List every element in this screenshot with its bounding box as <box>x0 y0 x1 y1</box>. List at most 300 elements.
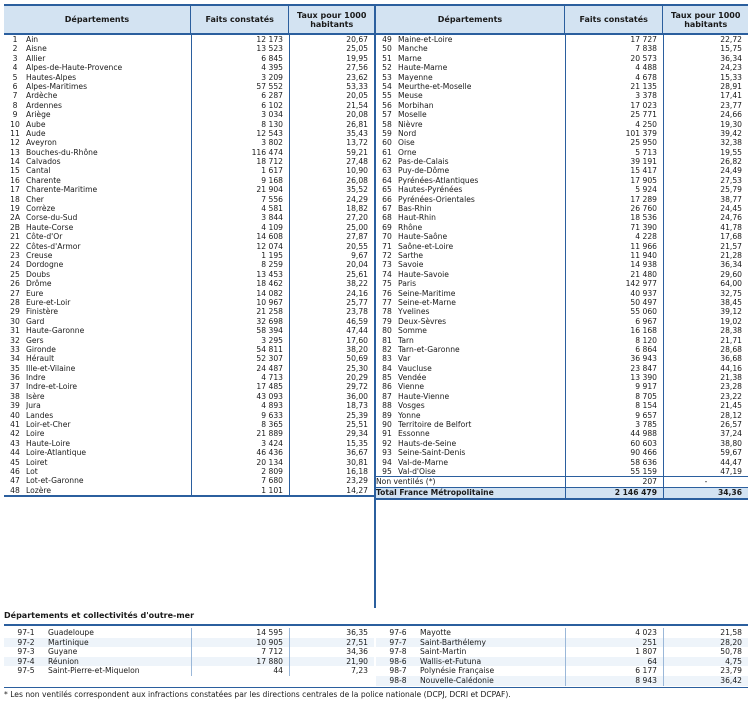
faits-value: 12 074 <box>191 242 289 251</box>
dept-name: Indre <box>26 373 46 383</box>
dept-code: 44 <box>10 448 20 458</box>
taux-value: 15,33 <box>663 73 748 82</box>
faits-value: 3 378 <box>565 91 663 100</box>
table-row <box>4 110 374 119</box>
dept-name: Meuse <box>398 91 423 101</box>
table-row <box>376 232 748 241</box>
faits-value: 55 159 <box>565 467 663 476</box>
table-row <box>4 54 374 63</box>
taux-value: 20,08 <box>289 110 374 119</box>
dept-code: 60 <box>382 138 392 148</box>
dept-code: 55 <box>382 91 392 101</box>
dept-name: Var <box>398 354 411 364</box>
table-row <box>4 317 374 326</box>
outre-mer-rule <box>4 624 748 626</box>
dept-name: Yvelines <box>398 307 430 317</box>
taux-value: 39,42 <box>663 129 748 138</box>
dept-code: 97-5 <box>17 666 35 676</box>
table-row <box>376 676 748 686</box>
faits-value: 15 417 <box>565 166 663 175</box>
faits-value: 4 678 <box>565 73 663 82</box>
table-row <box>376 429 748 438</box>
table-row <box>376 647 748 657</box>
dept-name: Vaucluse <box>398 363 432 373</box>
table-row <box>376 176 748 185</box>
dept-name: Essonne <box>398 429 430 439</box>
dept-code: 90 <box>382 420 392 430</box>
faits-value: 52 307 <box>191 354 289 363</box>
taux-value: 15,75 <box>663 44 748 53</box>
faits-value: 23 847 <box>565 364 663 373</box>
table-row <box>376 166 748 175</box>
dept-code: 51 <box>382 53 392 63</box>
faits-value: 8 259 <box>191 260 289 269</box>
taux-value: 21,58 <box>663 628 748 638</box>
faits-value: 4 713 <box>191 373 289 382</box>
taux-value: 24,23 <box>663 63 748 72</box>
taux-value: 35,52 <box>289 185 374 194</box>
dept-name: Vosges <box>398 401 425 411</box>
table-row <box>376 223 748 232</box>
dept-name: Haute-Corse <box>26 222 74 232</box>
header-departements: Départements <box>64 15 130 24</box>
table-row <box>376 354 748 363</box>
table-row <box>376 54 748 63</box>
faits-value: 11 966 <box>565 242 663 251</box>
table-row <box>4 458 374 467</box>
faits-value: 58 636 <box>565 458 663 467</box>
taux-value: 50,78 <box>663 647 748 657</box>
outre-mer-bottom-rule <box>4 687 748 688</box>
taux-value: 27,56 <box>289 63 374 72</box>
faits-value: 14 595 <box>191 628 289 638</box>
dept-code: 29 <box>10 307 20 317</box>
table-row <box>4 373 374 382</box>
dept-name: Seine-Maritime <box>398 288 456 298</box>
faits-value: 7 838 <box>565 44 663 53</box>
faits-value: 4 893 <box>191 401 289 410</box>
table-row <box>376 279 748 288</box>
dept-code: 68 <box>382 213 392 223</box>
taux-value: 25,61 <box>289 270 374 279</box>
taux-value: 19,55 <box>663 148 748 157</box>
taux-value: 39,12 <box>663 307 748 316</box>
faits-value: 14 608 <box>191 232 289 241</box>
faits-value: 18 462 <box>191 279 289 288</box>
dept-name: Puy-de-Dôme <box>398 166 450 176</box>
taux-value: 29,72 <box>289 382 374 391</box>
faits-value: 25 950 <box>565 138 663 147</box>
table-row <box>376 401 748 410</box>
dept-name: Lot <box>26 466 38 476</box>
faits-value: 8 130 <box>191 120 289 129</box>
taux-value: 21,54 <box>289 101 374 110</box>
faits-value: 20 134 <box>191 458 289 467</box>
dept-code: 97-3 <box>17 647 35 657</box>
faits-value: 57 552 <box>191 82 289 91</box>
dept-name: Indre-et-Loire <box>26 382 78 392</box>
table-row <box>376 298 748 307</box>
dept-name: Corse-du-Sud <box>26 213 78 223</box>
taux-value: 38,20 <box>289 345 374 354</box>
dept-name: Côtes-d'Armor <box>26 241 81 251</box>
dept-code: 82 <box>382 344 392 354</box>
dept-code: 74 <box>382 269 392 279</box>
dept-code: 34 <box>10 354 20 364</box>
dept-name: Haut-Rhin <box>398 213 436 223</box>
taux-value: 15,35 <box>289 439 374 448</box>
dept-code: 10 <box>10 119 20 129</box>
faits-value: 9 633 <box>191 411 289 420</box>
table-row <box>376 628 748 638</box>
faits-value: 44 <box>191 666 289 676</box>
dept-name: Charente <box>26 175 61 185</box>
dept-name: Dordogne <box>26 260 64 270</box>
table-row <box>4 439 374 448</box>
faits-value: 8 365 <box>191 420 289 429</box>
table-row <box>376 289 748 298</box>
dept-code: 26 <box>10 279 20 289</box>
dept-name: Tarn-et-Garonne <box>398 344 460 354</box>
faits-value: 9 917 <box>565 382 663 391</box>
dept-code: 49 <box>382 35 392 44</box>
faits-value: 2 809 <box>191 467 289 476</box>
dept-name: Haute-Vienne <box>398 391 450 401</box>
taux-value: 23,62 <box>289 73 374 82</box>
table-row <box>376 345 748 354</box>
taux-value: 25,30 <box>289 364 374 373</box>
dept-code: 35 <box>10 363 20 373</box>
dept-name: Haute-Garonne <box>26 326 85 336</box>
dept-code: 17 <box>10 185 20 195</box>
dept-name: Saint-Pierre-et-Miquelon <box>48 666 140 676</box>
taux-value: 24,29 <box>289 195 374 204</box>
outre-mer-table-right <box>376 628 748 686</box>
dept-code: 37 <box>10 382 20 392</box>
taux-value: 28,20 <box>663 638 748 648</box>
dept-name: Ille-et-Vilaine <box>26 363 76 373</box>
taux-value: 28,91 <box>663 82 748 91</box>
dept-name: Guyane <box>48 647 78 657</box>
table-row <box>376 666 748 676</box>
table-row <box>376 251 748 260</box>
taux-value: 14,27 <box>289 486 374 495</box>
dept-code: 83 <box>382 354 392 364</box>
table-row <box>4 392 374 401</box>
taux-value: 9,67 <box>289 251 374 260</box>
table-row <box>4 628 374 638</box>
dept-name: Hérault <box>26 354 55 364</box>
faits-value: 1 101 <box>191 486 289 495</box>
taux-value: 19,95 <box>289 54 374 63</box>
dept-name: Hautes-Alpes <box>26 72 77 82</box>
dept-name: Côte-d'Or <box>26 232 63 242</box>
table-row <box>376 382 748 391</box>
dept-code: 36 <box>10 373 20 383</box>
dept-name: Gers <box>26 335 44 345</box>
dept-name: Ain <box>26 35 39 44</box>
table-row <box>4 91 374 100</box>
faits-value: 251 <box>565 638 663 648</box>
dept-name: Seine-et-Marne <box>398 297 456 307</box>
taux-value: 35,43 <box>289 129 374 138</box>
dept-name: Oise <box>398 138 415 148</box>
dept-code: 80 <box>382 326 392 336</box>
table-row <box>4 467 374 476</box>
dept-code: 28 <box>10 297 20 307</box>
taux-value: 20,04 <box>289 260 374 269</box>
faits-value: 24 487 <box>191 364 289 373</box>
table-row <box>4 213 374 222</box>
taux-value: 22,72 <box>663 35 748 44</box>
table-row <box>4 336 374 345</box>
dept-name: Vienne <box>398 382 425 392</box>
taux-value: 24,49 <box>663 166 748 175</box>
taux-value: 21,38 <box>663 373 748 382</box>
table-row <box>376 44 748 53</box>
faits-value: 17 727 <box>565 35 663 44</box>
faits-value: 21 135 <box>565 82 663 91</box>
dept-code: 84 <box>382 363 392 373</box>
dept-name: Meurthe-et-Moselle <box>398 81 472 91</box>
taux-value: 26,57 <box>663 420 748 429</box>
dept-name: Loire <box>26 429 45 439</box>
faits-value: 1 195 <box>191 251 289 260</box>
dept-name: Doubs <box>26 269 51 279</box>
table-row <box>4 657 374 667</box>
faits-value: 101 379 <box>565 129 663 138</box>
table-row <box>4 270 374 279</box>
dept-name: Val-d'Oise <box>398 466 436 476</box>
dept-code: 11 <box>10 128 20 138</box>
faits-value: 14 082 <box>191 289 289 298</box>
dept-name: Drôme <box>26 279 52 289</box>
dept-code: 70 <box>382 232 392 242</box>
faits-value: 1 807 <box>565 647 663 657</box>
table-row <box>4 157 374 166</box>
table-body <box>4 35 374 497</box>
faits-value: 18 536 <box>565 213 663 222</box>
faits-value: 21 258 <box>191 307 289 316</box>
table-row <box>376 373 748 382</box>
dept-code: 41 <box>10 420 20 430</box>
dept-code: 58 <box>382 119 392 129</box>
dept-name: Gironde <box>26 344 56 354</box>
dept-code: 64 <box>382 175 392 185</box>
dept-name: Saint-Martin <box>420 647 467 657</box>
dept-name: Charente-Maritime <box>26 185 98 195</box>
dept-code: 1 <box>12 35 18 44</box>
faits-value: 71 390 <box>565 223 663 232</box>
dept-name: Moselle <box>398 110 427 120</box>
table-row <box>4 638 374 648</box>
faits-value: 13 390 <box>565 373 663 382</box>
faits-value: 6 864 <box>565 345 663 354</box>
table-row <box>376 326 748 335</box>
dept-name: Territoire de Belfort <box>398 420 472 430</box>
dept-code: 27 <box>10 288 20 298</box>
taux-value: 18,82 <box>289 204 374 213</box>
faits-value: 12 173 <box>191 35 289 44</box>
table-row <box>4 429 374 438</box>
table-row <box>4 401 374 410</box>
faits-value: 40 937 <box>565 289 663 298</box>
taux-value: 41,78 <box>663 223 748 232</box>
faits-value: 3 802 <box>191 138 289 147</box>
taux-value: 16,18 <box>289 467 374 476</box>
dept-code: 39 <box>10 401 20 411</box>
table-row <box>376 392 748 401</box>
taux-value: 24,76 <box>663 213 748 222</box>
dept-name: Guadeloupe <box>48 628 94 637</box>
faits-value: 39 191 <box>565 157 663 166</box>
taux-value: 32,75 <box>663 289 748 298</box>
taux-value: 36,34 <box>663 260 748 269</box>
faits-value: 5 924 <box>565 185 663 194</box>
dept-name: Lozère <box>26 485 52 495</box>
taux-value: 13,72 <box>289 138 374 147</box>
taux-value: 36,35 <box>289 628 374 638</box>
table-row <box>376 439 748 448</box>
dept-code: 19 <box>10 204 20 214</box>
table-row <box>4 298 374 307</box>
taux-value: 20,55 <box>289 242 374 251</box>
table-row <box>376 213 748 222</box>
taux-value: 36,68 <box>663 354 748 363</box>
dept-code: 32 <box>10 335 20 345</box>
dept-code: 54 <box>382 81 392 91</box>
dept-code: 24 <box>10 260 20 270</box>
faits-value: 55 060 <box>565 307 663 316</box>
dept-code: 69 <box>382 222 392 232</box>
dept-code: 67 <box>382 204 392 214</box>
table-row <box>4 138 374 147</box>
table-row <box>4 44 374 53</box>
taux-value: 28,68 <box>663 345 748 354</box>
dept-code: 50 <box>382 44 392 54</box>
table-right <box>376 4 748 500</box>
dept-name: Alpes-de-Haute-Provence <box>26 63 123 73</box>
table-row <box>4 279 374 288</box>
taux-value: 21,45 <box>663 401 748 410</box>
dept-name: Saint-Barthélemy <box>420 637 486 647</box>
dept-name: Pyrénées-Atlantiques <box>398 175 479 185</box>
dept-name: Nord <box>398 128 417 138</box>
dept-name: Aude <box>26 128 46 138</box>
faits-value: 1 617 <box>191 166 289 175</box>
table-row <box>376 638 748 648</box>
faits-value: 10 967 <box>191 298 289 307</box>
dept-code: 2A <box>9 213 21 223</box>
faits-value: 25 771 <box>565 110 663 119</box>
taux-value: 23,29 <box>289 476 374 485</box>
header-faits: Faits constatés <box>564 6 662 33</box>
dept-name: Marne <box>398 53 422 63</box>
dept-name: Gard <box>26 316 45 326</box>
taux-value: 32,38 <box>663 138 748 147</box>
dept-code: 14 <box>10 157 20 167</box>
taux-value: 21,57 <box>663 242 748 251</box>
dept-name: Landes <box>26 410 54 420</box>
dept-name: Isère <box>26 391 45 401</box>
dept-code: 3 <box>12 53 18 63</box>
dept-code: 86 <box>382 382 392 392</box>
table-row <box>4 251 374 260</box>
taux-value: 26,08 <box>289 176 374 185</box>
dept-name: Pyrénées-Orientales <box>398 194 475 204</box>
faits-value: 12 543 <box>191 129 289 138</box>
dept-name: Ardèche <box>26 91 58 101</box>
outre-mer-table-left <box>4 628 374 676</box>
faits-value: 3 844 <box>191 213 289 222</box>
taux-value: 27,20 <box>289 213 374 222</box>
table-row <box>4 345 374 354</box>
dept-name: Loir-et-Cher <box>26 420 71 430</box>
dept-code: 52 <box>382 63 392 73</box>
dept-name: Ardennes <box>26 100 62 110</box>
faits-value: 36 943 <box>565 354 663 363</box>
dept-name: Cantal <box>26 166 51 176</box>
taux-value: 29,34 <box>289 429 374 438</box>
table-row <box>4 185 374 194</box>
taux-value: 25,77 <box>289 298 374 307</box>
taux-value: 26,81 <box>289 120 374 129</box>
dept-name: Bouches-du-Rhône <box>26 147 98 157</box>
table-row <box>376 204 748 213</box>
faits-value: 44 988 <box>565 429 663 438</box>
table-row <box>4 242 374 251</box>
table-row <box>4 448 374 457</box>
table-row <box>4 176 374 185</box>
taux-value: 47,19 <box>663 467 748 476</box>
table-row <box>376 185 748 194</box>
faits-value: 13 453 <box>191 270 289 279</box>
taux-value: 59,67 <box>663 448 748 457</box>
faits-value: 46 436 <box>191 448 289 457</box>
table-row <box>376 307 748 316</box>
total-rate: 34,36 <box>663 488 748 498</box>
faits-value: 4 250 <box>565 120 663 129</box>
table-row <box>376 411 748 420</box>
dept-code: 46 <box>10 466 20 476</box>
dept-code: 95 <box>382 466 392 476</box>
table-row <box>376 448 748 457</box>
dept-code: 92 <box>382 438 392 448</box>
faits-value: 10 905 <box>191 638 289 648</box>
table-row <box>376 364 748 373</box>
dept-name: Haute-Savoie <box>398 269 449 279</box>
faits-value: 8 705 <box>565 392 663 401</box>
dept-name: Bas-Rhin <box>398 204 432 214</box>
taux-value: 20,29 <box>289 373 374 382</box>
dept-code: 8 <box>12 100 18 110</box>
table-row <box>4 195 374 204</box>
dept-code: 63 <box>382 166 392 176</box>
dept-name: Loire-Atlantique <box>26 448 87 458</box>
taux-value: 30,81 <box>289 458 374 467</box>
header-departements: Départements <box>437 15 503 24</box>
table-row <box>4 82 374 91</box>
taux-value: 25,51 <box>289 420 374 429</box>
faits-value: 26 760 <box>565 204 663 213</box>
dept-name: Aube <box>26 119 46 129</box>
taux-value: 24,16 <box>289 289 374 298</box>
taux-value: 21,90 <box>289 657 374 667</box>
dept-name: Haute-Loire <box>26 438 71 448</box>
table-row <box>4 307 374 316</box>
table-row <box>4 223 374 232</box>
faits-value: 3 034 <box>191 110 289 119</box>
